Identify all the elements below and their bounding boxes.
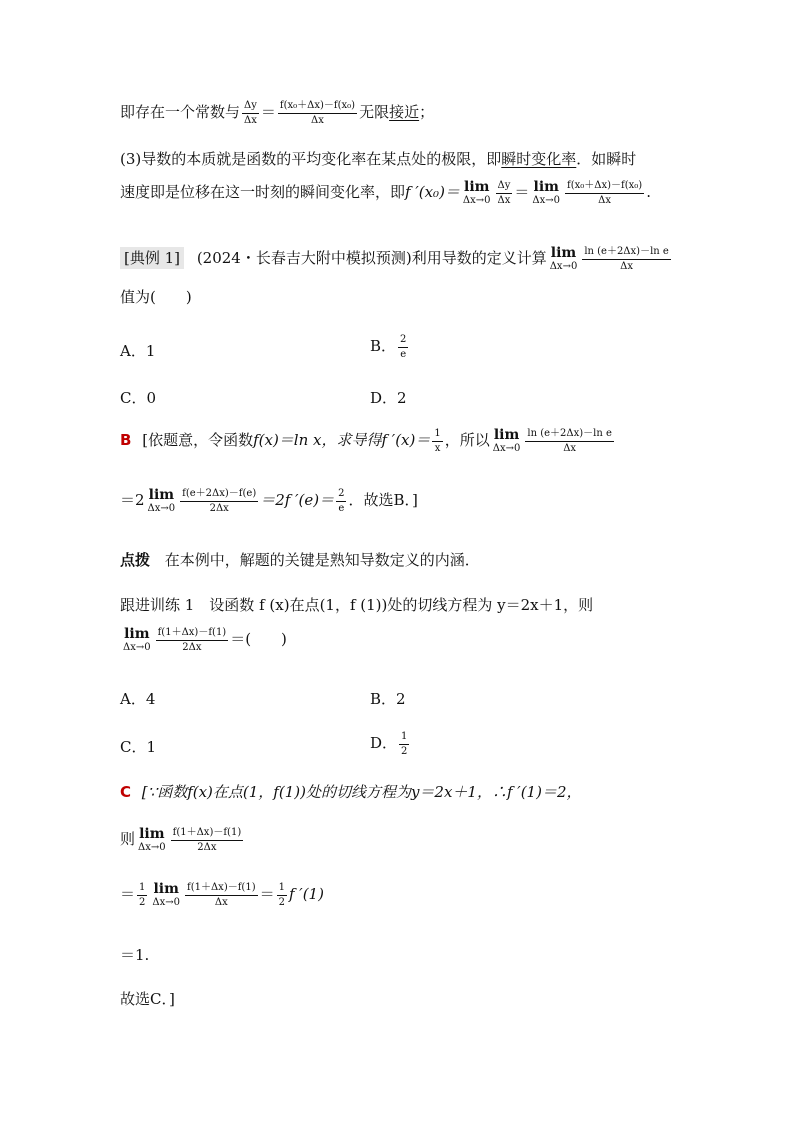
text: 则 <box>120 830 136 849</box>
limit-fraction: $\frac{\text{ln (e＋2Δx)－ln e}}{\Delta x}$ <box>527 428 612 454</box>
punct: . <box>646 183 651 202</box>
text: (2024・长春吉大附中模拟预测)利用导数的定义计算 <box>196 249 547 268</box>
fraction-1-2: $\frac{1}{2}$ <box>278 882 285 908</box>
solution-2-line-1 <box>120 785 582 800</box>
text: ＝( ) <box>230 630 287 649</box>
option-a: A．1 <box>120 342 156 360</box>
exercise-1-stem: 跟进训练 1 设函数 f (x)在点(1，f (1))处的切线方程为 y＝2x＋1，则 <box>120 596 594 614</box>
underlined-term: 接近 <box>389 103 420 121</box>
text: ＝ <box>120 885 136 904</box>
limit-symbol: lim Δx→0 <box>532 179 561 207</box>
text: [依题意，令函数 <box>142 431 254 450</box>
underlined-term: 瞬时变化率 <box>501 150 577 168</box>
fraction-1-2: $\frac{1}{2}$ <box>139 882 146 908</box>
text: ＝ <box>259 885 275 904</box>
text: 无限 <box>359 103 390 121</box>
text: (3)导数的本质就是函数的平均变化率在某点处的极限，即 <box>120 150 502 168</box>
punct: ； <box>419 103 435 121</box>
option-b: B．2 <box>370 690 406 708</box>
equals: ＝ <box>514 183 530 202</box>
exercise-1-limit <box>120 627 287 653</box>
limit-symbol: lim Δx→0 <box>549 245 578 273</box>
option-d: D． $\frac{1}{2}$ <box>370 731 408 757</box>
text: [∵函数f(x)在点(1，f(1))处的切线方程为y＝2x＋1，∴f ′(1)＝2， <box>141 783 582 801</box>
point-3-line-1 <box>120 152 636 167</box>
option-d: D．2 <box>370 389 407 407</box>
equals: ＝ <box>260 103 276 121</box>
answer-letter: C <box>120 783 132 801</box>
text: ．故选B．] <box>348 491 418 510</box>
tip-label: 点拨 <box>120 551 151 569</box>
limit-fraction: $\frac{\text{ln (e＋2Δx)－ln e}}{\Delta x}$ <box>584 246 669 272</box>
fraction-2-e: $\frac{2}{e}$ <box>338 488 345 514</box>
option-c: C．1 <box>120 738 157 756</box>
example-tag: [典例 1] <box>120 247 184 269</box>
difference-quotient-fraction: $\frac{\text{f(x₀＋Δx)－f(x₀)}}{\Delta x}$ <box>279 100 356 126</box>
option-a: A．4 <box>120 690 156 708</box>
text: 即存在一个常数与 <box>120 103 241 121</box>
solution-2-line-5: 故选C．] <box>120 990 175 1008</box>
text: f ′(x)＝ <box>381 431 431 450</box>
limit-fraction: $\frac{f(1+\Delta x)-f(1)}{2\Delta x}$ <box>157 627 227 653</box>
option-c: C．0 <box>120 389 157 407</box>
text: 速度即是位移在这一时刻的瞬间变化率，即 <box>120 183 406 202</box>
limit-symbol: lim Δx→0 <box>147 487 176 515</box>
solution-1-line-2 <box>120 488 418 514</box>
example-1-stem-2: 值为( ) <box>120 288 192 306</box>
difference-quotient-fraction: $\frac{\text{f(x₀＋Δx)－f(x₀)}}{\Delta x}$ <box>567 180 643 206</box>
dy-dx-fraction: $\frac{\Delta y}{\Delta x}$ <box>497 180 511 206</box>
text: f(x)＝ln x，求导得 <box>253 431 382 450</box>
fraction-1-x: $\frac{1}{x}$ <box>434 428 441 454</box>
option-b: B． $\frac{2}{e}$ <box>370 334 407 360</box>
solution-2-line-4: ＝1. <box>120 946 150 964</box>
solution-1-line-1 <box>120 428 616 454</box>
limit-fraction: $\frac{f(1+\Delta x)-f(1)}{\Delta x}$ <box>187 882 256 908</box>
limit-fraction: $\frac{f(e+2\Delta x)-f(e)}{2\Delta x}$ <box>182 488 257 514</box>
text: ．如瞬时 <box>576 150 637 168</box>
solution-2-line-2 <box>120 827 245 853</box>
fraction-2-e: $\frac{2}{e}$ <box>400 334 407 360</box>
text: ＝2f ′(e)＝ <box>260 491 335 510</box>
limit-symbol: lim Δx→0 <box>138 826 166 854</box>
text: f ′(1) <box>288 885 324 904</box>
definition-line-1 <box>120 100 434 126</box>
point-3-line-2 <box>120 180 651 206</box>
limit-symbol: lim Δx→0 <box>492 427 521 455</box>
derivative-expr: f ′(x₀)＝ <box>405 183 460 202</box>
example-1-stem <box>120 246 673 272</box>
dy-dx-fraction: $\frac{\Delta y}{\Delta x}$ <box>244 100 257 126</box>
fraction-1-2: $\frac{1}{2}$ <box>401 731 408 757</box>
tip-line <box>120 553 480 568</box>
limit-symbol: lim Δx→0 <box>152 881 180 909</box>
limit-fraction: $\frac{f(1+\Delta x)-f(1)}{2\Delta x}$ <box>172 827 242 853</box>
solution-2-line-3 <box>120 882 324 908</box>
tip-text: 在本例中，解题的关键是熟知导数定义的内涵． <box>164 551 480 569</box>
limit-symbol: lim Δx→0 <box>123 626 151 654</box>
text: ＝2 <box>120 491 145 510</box>
answer-letter: B <box>120 431 132 450</box>
text: ，所以 <box>444 431 490 450</box>
limit-symbol: lim Δx→0 <box>462 179 491 207</box>
